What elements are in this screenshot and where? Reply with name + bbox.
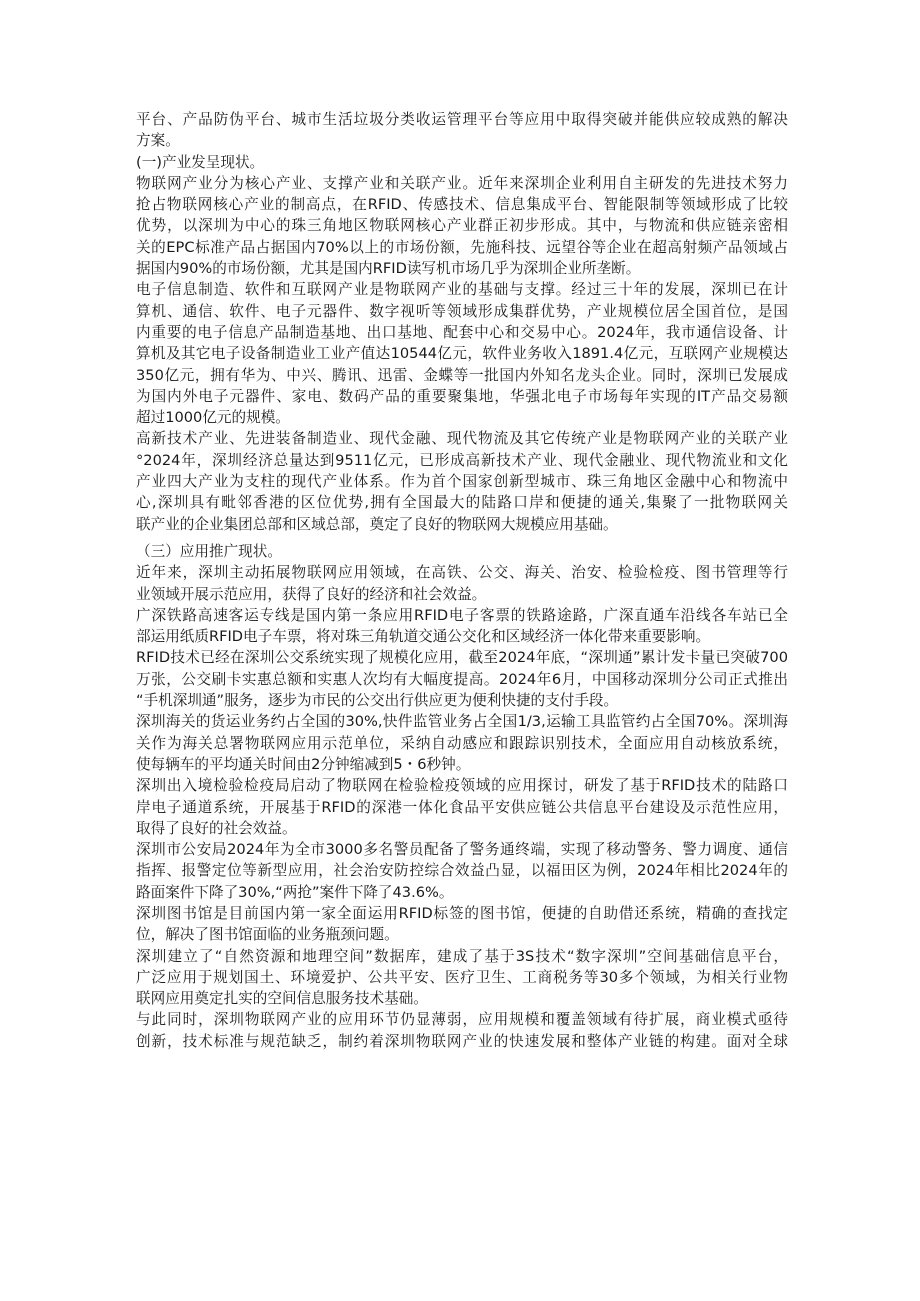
text-line: 取得了良好的社会效益。 [136, 819, 297, 837]
text-line: 深圳出入境检验检疫局启动了物联网在检验检疫领域的应用探讨，研发了基于RFID技术的陆路口 [136, 777, 788, 795]
text-line: 算机及其它电子设备制造业工业产值达10544亿元，软件业务收入1891.4亿元，互联网产业规模达 [136, 345, 788, 363]
text-line: 电子信息制造、软件和互联网产业是物联网产业的基础与支撑。经过三十年的发展，深圳已在计 [136, 281, 788, 299]
text-line: 优势，以深圳为中心的珠三角地区物联网核心产业群正初步形成。其中，与物流和供应链亲密相 [136, 217, 788, 235]
text-line: 平台、产品防伪平台、城市生活垃圾分类收运管理平台等应用中取得突破并能供应较成熟的解决 [136, 111, 788, 128]
text-line: 位，解决了图书馆面临的业务瓶颈问题。 [136, 926, 399, 944]
text-line: 物联网产业分为核心产业、支撑产业和关联产业。近年来深圳企业利用自主研发的先进技术努力 [136, 174, 788, 192]
text-line: 深圳图书馆是目前国内第一家全面运用RFID标签的图书馆，便捷的自助借还系统，精确的查找定 [136, 904, 788, 922]
text-line: 深圳建立了“自然资源和地理空间”数据库，建成了基于3S技术“数字深圳”空间基础信息平台， [136, 947, 788, 965]
text-line: 路面案件下降了30%,“两抢”案件下降了43.6%。 [136, 883, 454, 901]
text-line: 抢占物联网核心产业的制高点，在RFID、传感技术、信息集成平台、智能限制等领域形成了比较 [136, 196, 788, 214]
text-line: 关作为海关总署物联网应用示范单位，采纳自动感应和跟踪识别技术，全面应用自动核放系统， [136, 734, 788, 752]
text-line: 业领域开展示范应用，获得了良好的经济和社会效益。 [136, 585, 487, 603]
text-line: 岸电子通道系统，开展基于RFID的深港一体化食品平安供应链公共信息平台建设及示范性应用， [136, 798, 788, 816]
text-line: 与此同时，深圳物联网产业的应用环节仍显薄弱，应用规模和覆盖领域有待扩展，商业模式亟待 [136, 1011, 788, 1029]
text-line: 关的EPC标准产品占据国内70%以上的市场份额，先施科技、远望谷等企业在超高射频产品领域占 [136, 238, 788, 256]
text-line: (一)产业发呈现状。 [136, 153, 265, 171]
text-line: 联网应用奠定扎实的空间信息服务技术基础。 [136, 990, 428, 1008]
text-line: 近年来，深圳主动拓展物联网应用领域，在高铁、公交、海关、治安、检验检疫、图书管理等行 [136, 564, 788, 582]
text-line: 万张，公交刷卡实惠总额和实惠人次均有大幅度提高。2024年6月，中国移动深圳分公司正式推出 [136, 670, 788, 688]
text-line: 广泛应用于规划国土、环境爱护、公共平安、医疗卫生、工商税务等30多个领域，为相关行业物 [136, 968, 788, 986]
text-line: 广深铁路高速客运专线是国内第一条应用RFID电子客票的铁路途路，广深直通车沿线各车站已全 [136, 606, 788, 624]
text-line: 创新，技术标准与规范缺乏，制约着深圳物联网产业的快速发展和整体产业链的构建。面对全球 [136, 1032, 788, 1050]
text-line: 据国内90%的市场份额，尤其是国内RFID读写机市场几乎为深圳企业所垄断。 [136, 260, 641, 278]
text-line: “手机深圳通”服务，逐步为市民的公交出行供应更为便利快捷的支付手段。 [136, 692, 619, 710]
text-line: 部运用纸质RFID电子车票，将对珠三角轨道交通公交化和区域经济一体化带来重要影响。 [136, 628, 711, 646]
text-line: 超过1000亿元的规模。 [136, 409, 290, 427]
text-line: 深圳市公安局2024年为全市3000多名警员配备了警务通终端，实现了移动警务、警力调度、通信 [136, 841, 788, 859]
text-line: 心,深圳具有毗邻香港的区位优势,拥有全国最大的陆路口岸和便捷的通关,集聚了一批物联网关 [136, 494, 788, 512]
text-line: 使每辆车的平均通关时间由2分钟缩减到5・6秒钟。 [136, 755, 471, 773]
text-line: 深圳海关的货运业务约占全国的30%,快件监管业务占全国1/3,运输工具监管约占全国70%。深圳海 [136, 713, 788, 731]
text-line: 算机、通信、软件、电子元器件、数字视听等领域形成集群优势，产业规模位居全国首位，是国 [136, 302, 788, 320]
text-line: 联产业的企业集团总部和区域总部，奠定了良好的物联网大规模应用基础。 [136, 515, 618, 533]
text-line: 350亿元，拥有华为、中兴、腾讯、迅雷、金蝶等一批国内外知名龙头企业。同时，深圳已发展成 [136, 366, 788, 384]
text-line: 方案。 [136, 132, 180, 150]
text-line: °2024年，深圳经济总量达到9511亿元，已形成高新技术产业、现代金融业、现代物流业和文化 [136, 451, 788, 469]
text-line: 指挥、报警定位等新型应用，社会治安防控综合效益凸显，以福田区为例，2024年相比2024年的 [136, 862, 788, 880]
text-line: 为国内外电子元器件、家电、数码产品的重要聚集地，华强北电子市场每年实现的IT产品交易额 [136, 387, 788, 405]
text-line: 内重要的电子信息产品制造基地、出口基地、配套中心和交易中心。2024年，我市通信设备、计 [136, 323, 788, 341]
text-line: 产业四大产业为支柱的现代产业体系。作为首个国家创新型城市、珠三角地区金融中心和物流中 [136, 473, 788, 491]
text-line: 高新技术产业、先进装备制造业、现代金融、现代物流及其它传统产业是物联网产业的关联产业 [136, 430, 788, 448]
document-body [136, 109, 788, 1052]
text-line: RFID技术已经在深圳公交系统实现了规模化应用，截至2024年底，“深圳通”累计发卡量已突破700 [136, 649, 788, 667]
text-line: （三）应用推广现状。 [136, 542, 282, 560]
